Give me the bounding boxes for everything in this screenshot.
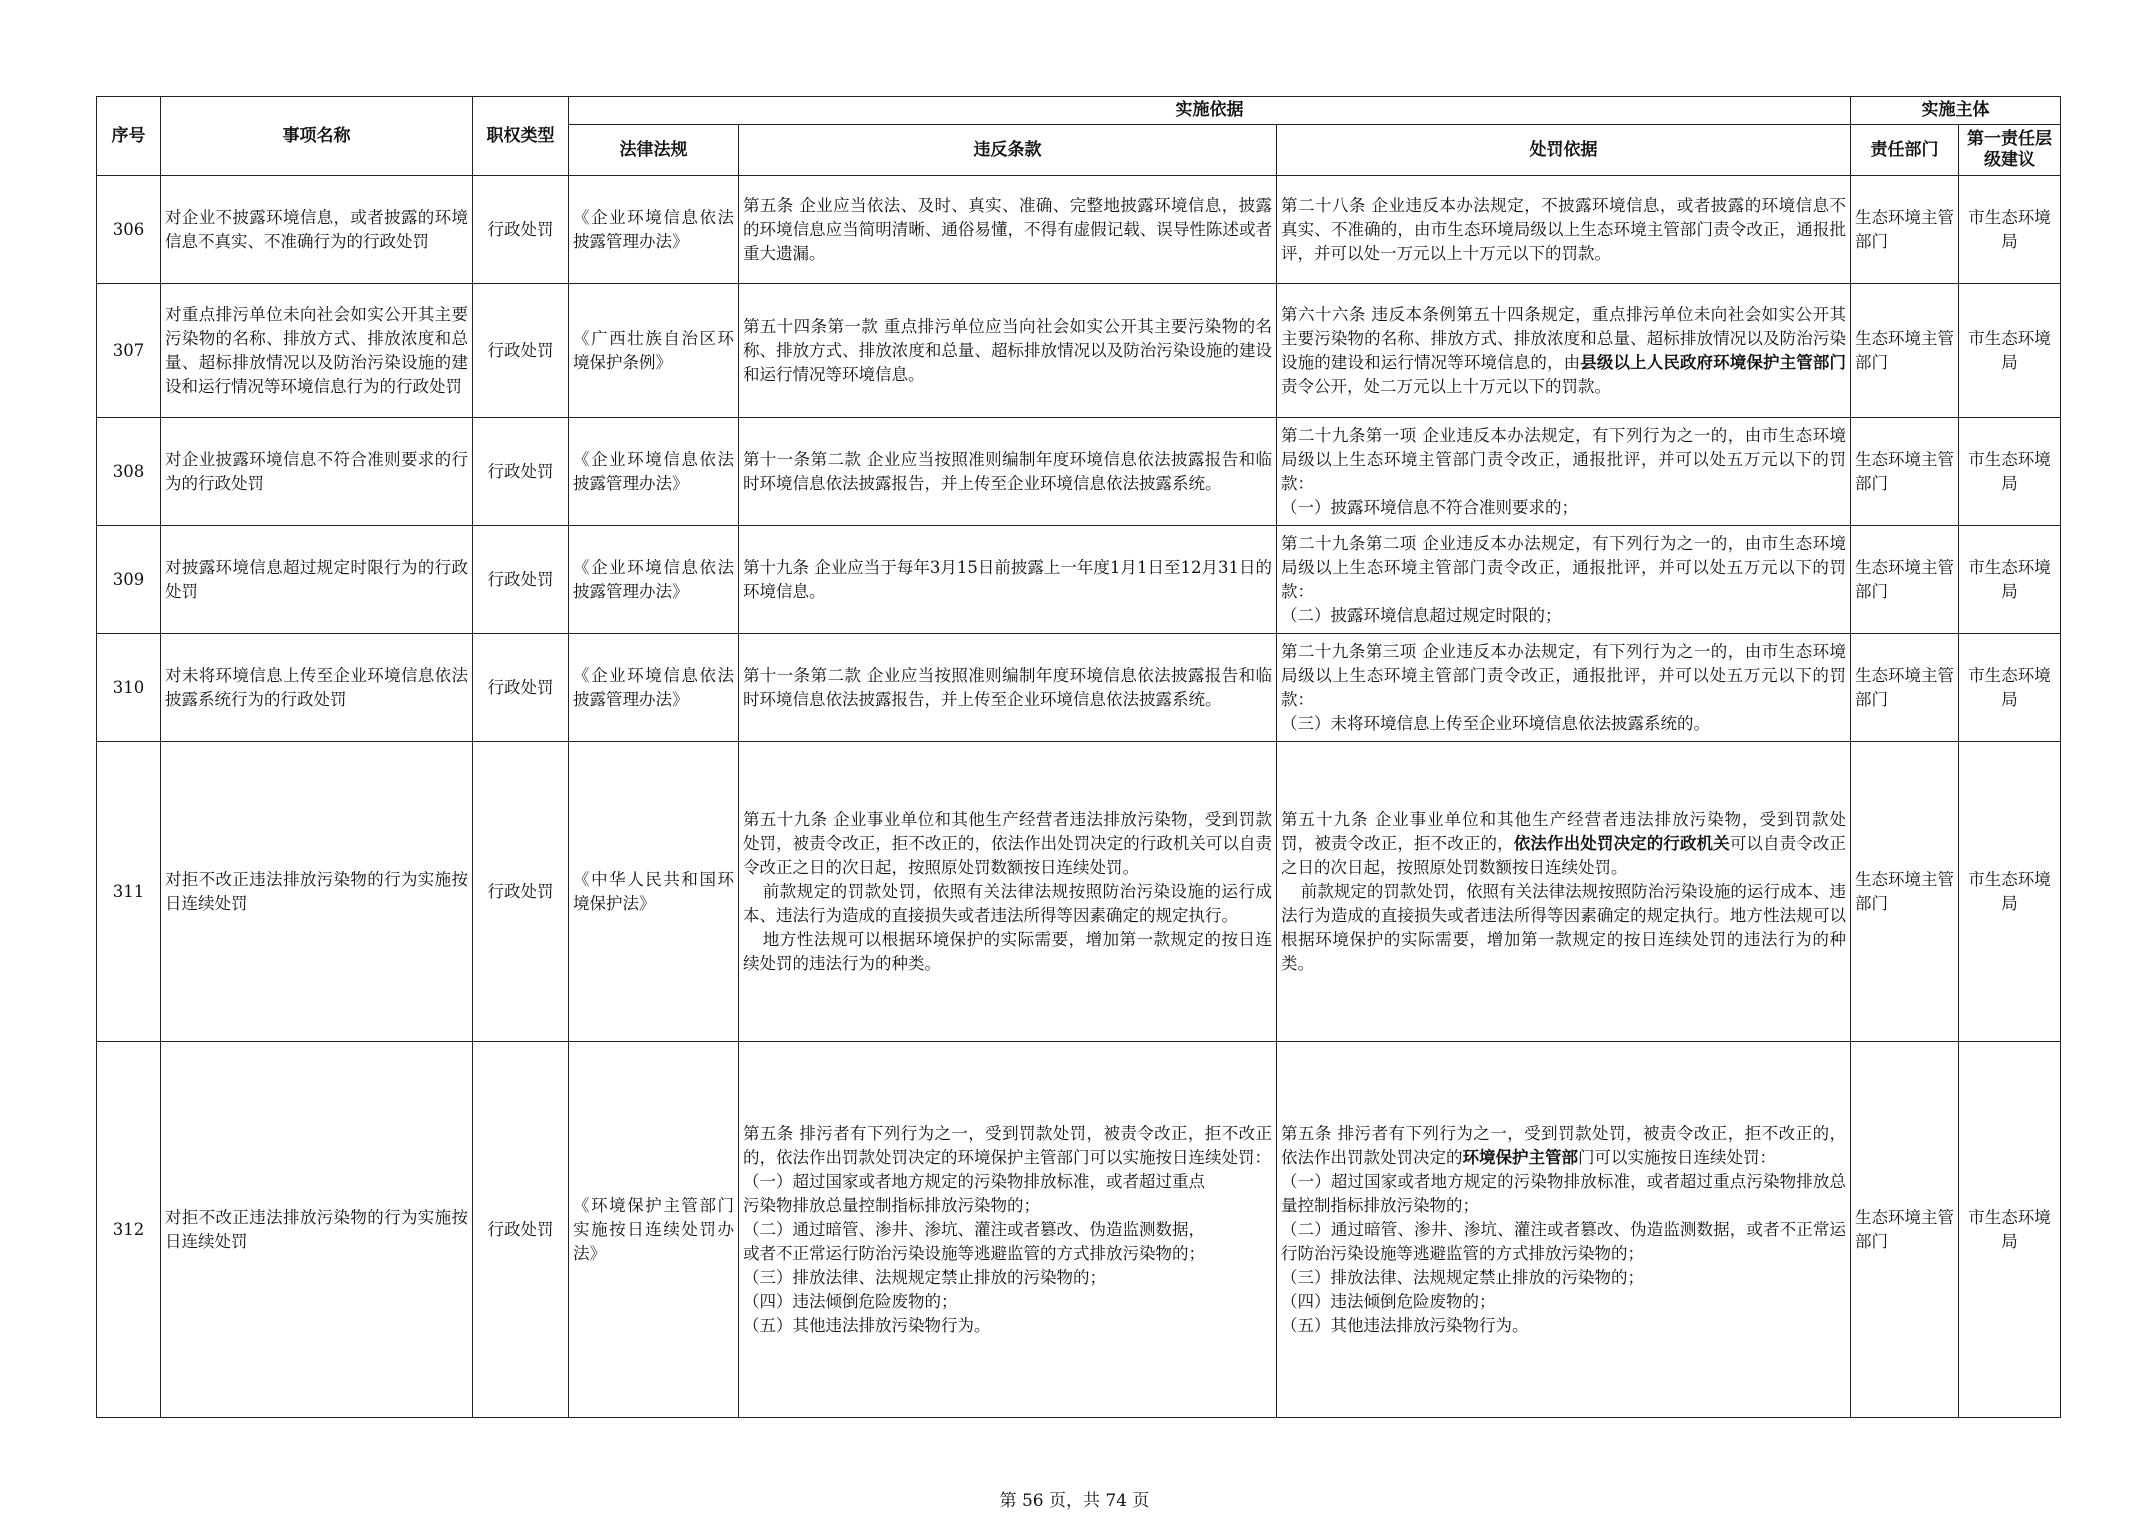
row-level: 市生态环境局 bbox=[1959, 742, 2061, 1042]
row-level: 市生态环境局 bbox=[1959, 176, 2061, 284]
penalty-text: 责令公开，处二万元以上十万元以下的罚款。 bbox=[1281, 376, 1611, 396]
penalty-text: 第五条 排污者有下列行为之一，受到罚款处罚，被责令改正，拒不改正的，依法作出罚款处罚决定的 bbox=[1281, 1123, 1847, 1167]
row-violation bbox=[739, 742, 1277, 1042]
header-power-type: 职权类型 bbox=[473, 97, 569, 176]
violation-line: 第五条 排污者有下列行为之一，受到罚款处罚，被责令改正，拒不改正的，依法作出罚款处罚决定的环境保护主管部门可以实施按日连续处罚： bbox=[743, 1123, 1272, 1167]
row-violation: 第五条 企业应当依法、及时、真实、准确、完整地披露环境信息，披露的环境信息应当简明清晰、通俗易懂，不得有虚假记载、误导性陈述或者重大遗漏。 bbox=[739, 176, 1277, 284]
row-violation bbox=[739, 1042, 1277, 1418]
row-penalty bbox=[1277, 526, 1851, 634]
violation-para: 前款规定的罚款处罚，依照有关法律法规按照防治污染设施的运行成本、违法行为造成的直接损失或者违法所得等因素确定的规定执行。 bbox=[743, 881, 1272, 925]
header-basis-group: 实施依据 bbox=[569, 97, 1851, 125]
penalty-text: 第六十六条 违反本条例第五十四条规定，重点排污单位未向社会如实公开其主要污染物的名称、排放方式、排放浓度和总量、超标排放情况以及防治污染设施的建设和运行情况等环境信息的，由 bbox=[1281, 304, 1847, 372]
row-power-type: 行政处罚 bbox=[473, 1042, 569, 1418]
penalty-line: （三）排放法律、法规规定禁止排放的污染物的； bbox=[1281, 1267, 1644, 1287]
row-dept: 生态环境主管部门 bbox=[1851, 634, 1959, 742]
row-law: 《企业环境信息依法披露管理办法》 bbox=[569, 634, 739, 742]
row-violation: 第五十四条第一款 重点排污单位应当向社会如实公开其主要污染物的名称、排放方式、排放浓度和总量、超标排放情况以及防治污染设施的建设和运行情况等环境信息。 bbox=[739, 284, 1277, 418]
row-item-name: 对企业披露环境信息不符合准则要求的行为的行政处罚 bbox=[161, 418, 473, 526]
header-item-name: 事项名称 bbox=[161, 97, 473, 176]
header-law: 法律法规 bbox=[569, 125, 739, 176]
row-level: 市生态环境局 bbox=[1959, 526, 2061, 634]
row-violation: 第十一条第二款 企业应当按照准则编制年度环境信息依法披露报告和临时环境信息依法披露报告，并上传至企业环境信息依法披露系统。 bbox=[739, 418, 1277, 526]
row-power-type: 行政处罚 bbox=[473, 418, 569, 526]
row-power-type: 行政处罚 bbox=[473, 284, 569, 418]
penalty-text: 第二十九条第三项 企业违反本办法规定，有下列行为之一的，由市生态环境局级以上生态环境主管部门责令改正，通报批评，并可以处五万元以下的罚款： bbox=[1281, 641, 1847, 709]
penalty-text: 第二十九条第二项 企业违反本办法规定，有下列行为之一的，由市生态环境局级以上生态环境主管部门责令改正，通报批评，并可以处五万元以下的罚款： bbox=[1281, 533, 1847, 601]
row-seq: 312 bbox=[97, 1042, 161, 1418]
violation-line: （一）超过国家或者地方规定的污染物排放标准，或者超过重点 bbox=[743, 1171, 1205, 1191]
penalty-item: （一）披露环境信息不符合准则要求的； bbox=[1281, 497, 1578, 517]
row-seq: 309 bbox=[97, 526, 161, 634]
row-law: 《企业环境信息依法披露管理办法》 bbox=[569, 176, 739, 284]
penalty-line: （二）通过暗管、渗井、渗坑、灌注或者篡改、伪造监测数据，或者不正常运行防治污染设施等逃避监管的方式排放污染物的； bbox=[1281, 1219, 1847, 1263]
row-level: 市生态环境局 bbox=[1959, 418, 2061, 526]
row-item-name: 对企业不披露环境信息，或者披露的环境信息不真实、不准确行为的行政处罚 bbox=[161, 176, 473, 284]
row-item-name: 对披露环境信息超过规定时限行为的行政处罚 bbox=[161, 526, 473, 634]
violation-line: 或者不正常运行防治污染设施等逃避监管的方式排放污染物的； bbox=[743, 1243, 1205, 1263]
penalty-emphasis: 县级以上人民政府环境保护主管部门 bbox=[1580, 352, 1847, 372]
row-law: 《中华人民共和国环境保护法》 bbox=[569, 742, 739, 1042]
enforcement-table bbox=[96, 96, 2061, 1418]
row-power-type: 行政处罚 bbox=[473, 176, 569, 284]
row-dept: 生态环境主管部门 bbox=[1851, 284, 1959, 418]
row-penalty bbox=[1277, 742, 1851, 1042]
violation-para: 地方性法规可以根据环境保护的实际需要，增加第一款规定的按日连续处罚的违法行为的种类。 bbox=[743, 929, 1272, 973]
header-subject-group: 实施主体 bbox=[1851, 97, 2061, 125]
penalty-text: 第五十九条 企业事业单位和其他生产经营者违法排放污染物，受到罚款处罚，被责令改正，拒不改正的， bbox=[1281, 809, 1847, 853]
row-penalty bbox=[1277, 1042, 1851, 1418]
penalty-line: （一）超过国家或者地方规定的污染物排放标准，或者超过重点污染物排放总量控制指标排放污染物的； bbox=[1281, 1171, 1847, 1215]
violation-para: 第五十九条 企业事业单位和其他生产经营者违法排放污染物，受到罚款处罚，被责令改正，拒不改正的，依法作出处罚决定的行政机关可以自责令改正之日的次日起，按照原处罚数额按日连续处罚。 bbox=[743, 809, 1272, 877]
row-violation: 第十一条第二款 企业应当按照准则编制年度环境信息依法披露报告和临时环境信息依法披露报告，并上传至企业环境信息依法披露系统。 bbox=[739, 634, 1277, 742]
table-row bbox=[97, 634, 2061, 742]
header-violation: 违反条款 bbox=[739, 125, 1277, 176]
row-penalty bbox=[1277, 634, 1851, 742]
table-row bbox=[97, 526, 2061, 634]
row-item-name bbox=[161, 284, 473, 418]
row-law: 《环境保护主管部门实施按日连续处罚办法》 bbox=[569, 1042, 739, 1418]
row-dept: 生态环境主管部门 bbox=[1851, 526, 1959, 634]
row-law: 《广西壮族自治区环境保护条例》 bbox=[569, 284, 739, 418]
row-seq: 308 bbox=[97, 418, 161, 526]
penalty-line: （四）违法倾倒危险废物的； bbox=[1281, 1291, 1496, 1311]
row-penalty: 第二十八条 企业违反本办法规定，不披露环境信息，或者披露的环境信息不真实、不准确的，由市生态环境局级以上生态环境主管部门责令改正，通报批评，并可以处一万元以上十万元以下的罚款。 bbox=[1277, 176, 1851, 284]
table-row bbox=[97, 418, 2061, 526]
penalty-para: 前款规定的罚款处罚，依照有关法律法规按照防治污染设施的运行成本、违法行为造成的直接损失或者违法所得等因素确定的规定执行。地方性法规可以根据环境保护的实际需要，增加第一款规定的按日连续处罚的违法行为的种类。 bbox=[1281, 881, 1847, 973]
row-seq: 311 bbox=[97, 742, 161, 1042]
row-power-type: 行政处罚 bbox=[473, 526, 569, 634]
violation-line: （五）其他违法排放污染物行为。 bbox=[743, 1315, 991, 1335]
table-row bbox=[97, 742, 2061, 1042]
row-power-type: 行政处罚 bbox=[473, 634, 569, 742]
row-seq: 306 bbox=[97, 176, 161, 284]
row-law: 《企业环境信息依法披露管理办法》 bbox=[569, 418, 739, 526]
row-level: 市生态环境局 bbox=[1959, 634, 2061, 742]
penalty-text: 第二十九条第一项 企业违反本办法规定，有下列行为之一的，由市生态环境局级以上生态环境主管部门责令改正，通报批评，并可以处五万元以下的罚款： bbox=[1281, 425, 1847, 493]
page-footer: 第 56 页，共 74 页 bbox=[999, 1491, 1150, 1511]
header-dept: 责任部门 bbox=[1851, 125, 1959, 176]
row-level: 市生态环境局 bbox=[1959, 1042, 2061, 1418]
row-dept: 生态环境主管部门 bbox=[1851, 418, 1959, 526]
table-row bbox=[97, 176, 2061, 284]
row-item-name-text: 对重点排污单位未向社会如实公开其主要污染物的名称、排放方式、排放浓度和总量、超标排放情况以及防治污染设施的建设和运行情况等环境信息行为的行政处罚 bbox=[165, 304, 468, 396]
penalty-text: 门可以实施按日连续处罚： bbox=[1578, 1147, 1776, 1167]
penalty-item: （三）未将环境信息上传至企业环境信息依法披露系统的。 bbox=[1281, 713, 1710, 733]
header-penalty: 处罚依据 bbox=[1277, 125, 1851, 176]
row-seq: 307 bbox=[97, 284, 161, 418]
row-violation: 第十九条 企业应当于每年3月15日前披露上一年度1月1日至12月31日的环境信息。 bbox=[739, 526, 1277, 634]
row-seq: 310 bbox=[97, 634, 161, 742]
penalty-emphasis: 环境保护主管部 bbox=[1462, 1147, 1578, 1167]
header-seq: 序号 bbox=[97, 97, 161, 176]
row-dept: 生态环境主管部门 bbox=[1851, 1042, 1959, 1418]
header-level: 第一责任层级建议 bbox=[1959, 125, 2061, 176]
row-item-name: 对拒不改正违法排放污染物的行为实施按日连续处罚 bbox=[161, 1042, 473, 1418]
penalty-item: （二）披露环境信息超过规定时限的； bbox=[1281, 605, 1562, 625]
row-penalty bbox=[1277, 418, 1851, 526]
row-law: 《企业环境信息依法披露管理办法》 bbox=[569, 526, 739, 634]
table-row bbox=[97, 284, 2061, 418]
penalty-text: 可以自责令改正之日的次日起，按照原处罚数额按日连续处罚。 bbox=[1281, 833, 1847, 877]
row-penalty bbox=[1277, 284, 1851, 418]
row-level: 市生态环境局 bbox=[1959, 284, 2061, 418]
table-row bbox=[97, 1042, 2061, 1418]
row-item-name: 对未将环境信息上传至企业环境信息依法披露系统行为的行政处罚 bbox=[161, 634, 473, 742]
violation-line: （二）通过暗管、渗井、渗坑、灌注或者篡改、伪造监测数据， bbox=[743, 1219, 1205, 1239]
row-power-type: 行政处罚 bbox=[473, 742, 569, 1042]
violation-line: （四）违法倾倒危险废物的； bbox=[743, 1291, 958, 1311]
header-row-1 bbox=[97, 97, 2061, 125]
row-dept: 生态环境主管部门 bbox=[1851, 742, 1959, 1042]
violation-line: （三）排放法律、法规规定禁止排放的污染物的； bbox=[743, 1267, 1106, 1287]
row-dept: 生态环境主管部门 bbox=[1851, 176, 1959, 284]
penalty-emphasis: 依法作出处罚决定的行政机关 bbox=[1513, 833, 1730, 853]
violation-line: 污染物排放总量控制指标排放污染物的； bbox=[743, 1195, 1040, 1215]
penalty-line: （五）其他违法排放污染物行为。 bbox=[1281, 1315, 1529, 1335]
row-item-name: 对拒不改正违法排放污染物的行为实施按日连续处罚 bbox=[161, 742, 473, 1042]
